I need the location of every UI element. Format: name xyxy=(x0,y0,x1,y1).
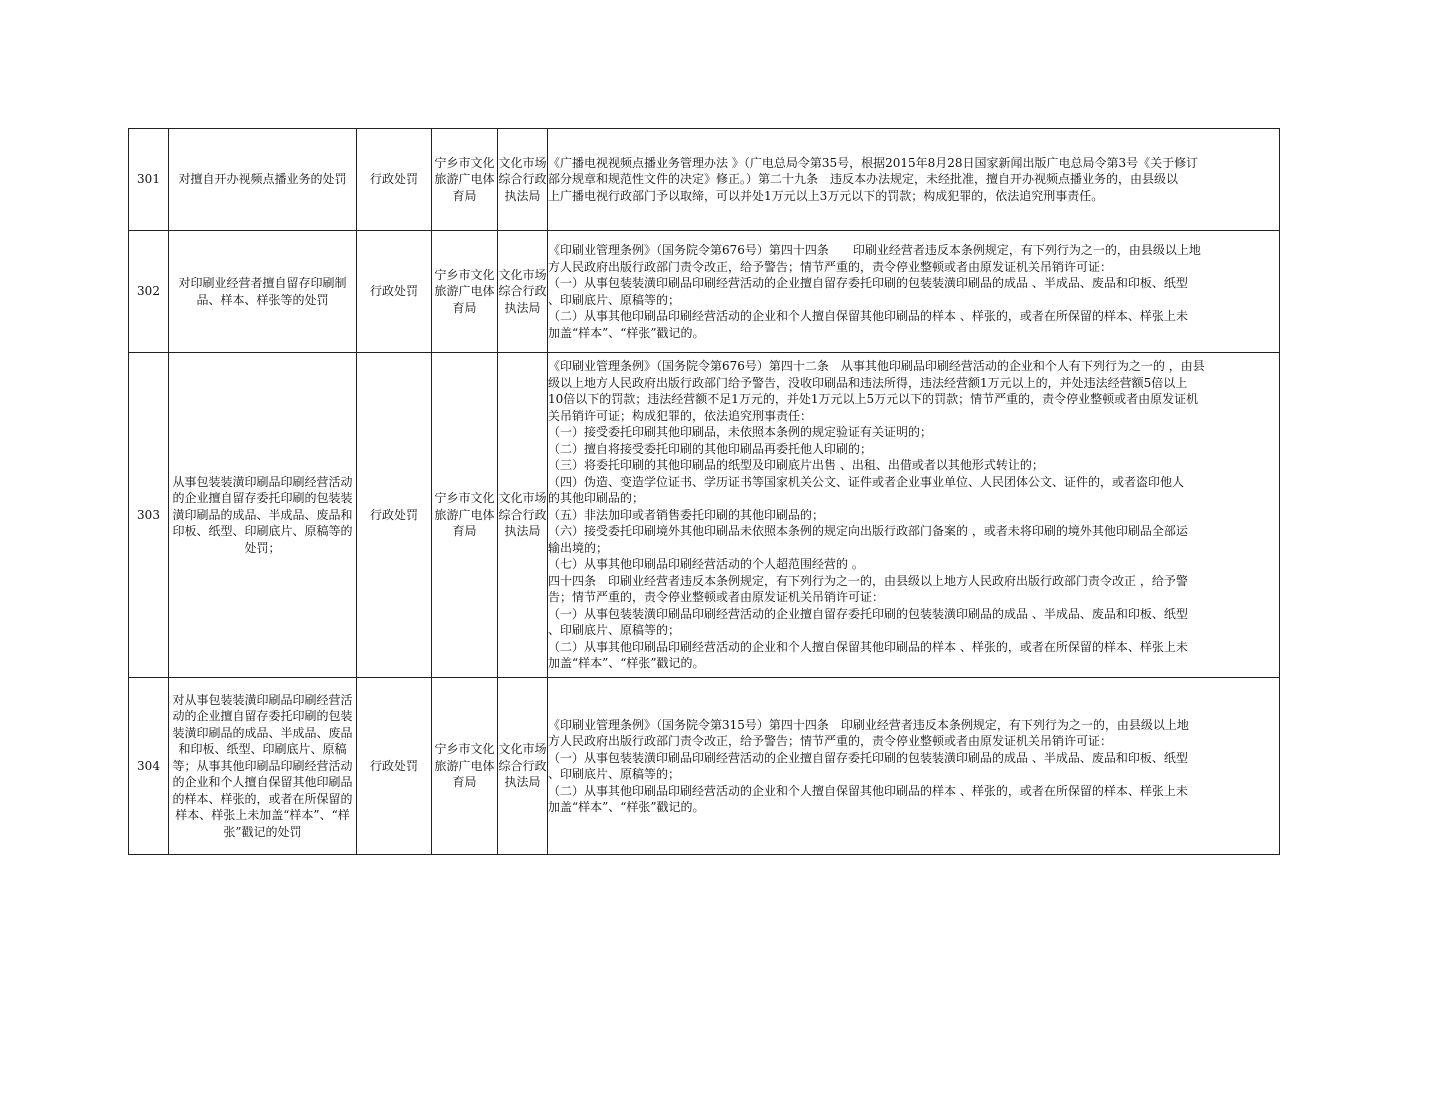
legal-basis-line: 、印刷底片、原稿等的； xyxy=(548,623,681,638)
legal-basis-line: （二）从事其他印刷品印刷经营活动的企业和个人擅自保留其他印刷品的样本 、样张的，或者在所保留的样本、样张上未 xyxy=(548,783,1188,798)
legal-basis-line: 10倍以下的罚款；违法经营额不足1万元的，并处1万元以上5万元以下的罚款；情节严重的，责令停业整顿或者由原发证机 xyxy=(548,392,1199,407)
legal-basis-line: 《广播电视视频点播业务管理办法 》（广电总局令第35号，根据2015年8月28日国家新闻出版广电总局令第3号《关于修订 xyxy=(548,155,1199,170)
power-type: 行政处罚 xyxy=(357,678,432,855)
legal-basis-line: （一）从事包装装潢印刷品印刷经营活动的企业擅自留存委托印刷的包装装潢印刷品的成品 、半成品、废品和印板、纸型 xyxy=(548,276,1188,290)
legal-basis-line: 关吊销许可证；构成犯罪的，依法追究刑事责任： xyxy=(548,408,813,423)
legal-basis-line: （六）接受委托印刷境外其他印刷品未依照本条例的规定向出版行政部门备案的 ，或者未将印刷的境外其他印刷品全部运 xyxy=(548,524,1188,539)
legal-basis-line: 、印刷底片、原稿等的； xyxy=(548,292,681,307)
responsible-department: 宁乡市文化旅游广电体育局 xyxy=(432,231,498,353)
table-row xyxy=(129,129,1280,231)
legal-basis-line: 四十四条 印刷业经营者违反本条例规定，有下列行为之一的，由县级以上地方人民政府出版行政部门责令改正 ，给予警 xyxy=(548,573,1188,588)
table-row xyxy=(129,353,1280,678)
legal-basis-line: 方人民政府出版行政部门责令改正，给予警告；情节严重的，责令停业整顿或者由原发证机关吊销许可证： xyxy=(548,259,1113,274)
legal-basis-line: 级以上地方人民政府出版行政部门给予警告，没收印刷品和违法所得，违法经营额1万元以上的，并处违法经营额5倍以上 xyxy=(548,375,1188,390)
executing-body: 文化市场综合行政执法局 xyxy=(498,231,548,353)
legal-basis xyxy=(548,353,1280,678)
row-number: 303 xyxy=(129,353,169,678)
legal-basis-line: 《印刷业管理条例》（国务院令第676号）第四十二条 从事其他印刷品印刷经营活动的企业和个人有下列行为之一的 ，由县 xyxy=(548,359,1205,374)
row-number: 302 xyxy=(129,231,169,353)
legal-basis-line: （二）从事其他印刷品印刷经营活动的企业和个人擅自保留其他印刷品的样本 、样张的，或者在所保留的样本、样张上未 xyxy=(548,309,1188,323)
legal-basis-line: （三）将委托印刷的其他印刷品的纸型及印刷底片出售 、出租、出借或者以其他形式转让的； xyxy=(548,458,1044,473)
responsible-department: 宁乡市文化旅游广电体育局 xyxy=(432,129,498,231)
legal-basis xyxy=(548,678,1280,855)
legal-basis xyxy=(548,231,1280,353)
legal-basis-line: 上广播电视行政部门予以取缔，可以并处1万元以上3万元以下的罚款；构成犯罪的，依法追究刑事责任。 xyxy=(548,188,1104,203)
executing-body: 文化市场综合行政执法局 xyxy=(498,353,548,678)
legal-basis-line: 的其他印刷品的； xyxy=(548,491,645,506)
legal-basis-line: （五）非法加印或者销售委托印刷的其他印刷品的； xyxy=(548,507,825,522)
power-type: 行政处罚 xyxy=(357,129,432,231)
legal-basis-line: 、印刷底片、原稿等的； xyxy=(548,767,681,781)
executing-body: 文化市场综合行政执法局 xyxy=(498,129,548,231)
item-name: 对印刷业经营者擅自留存印刷制品、样本、样张等的处罚 xyxy=(169,231,357,353)
item-name: 从事包装装潢印刷品印刷经营活动的企业擅自留存委托印刷的包装装潢印刷品的成品、半成品、废品和印板、纸型、印刷底片、原稿等的处罚； xyxy=(169,353,357,678)
legal-basis-line: 输出境的； xyxy=(548,540,609,555)
responsible-department: 宁乡市文化旅游广电体育局 xyxy=(432,353,498,678)
table-row xyxy=(129,231,1280,353)
legal-basis-line: 告；情节严重的，责令停业整顿或者由原发证机关吊销许可证： xyxy=(548,590,885,605)
legal-basis xyxy=(548,129,1280,231)
power-list-table xyxy=(128,128,1280,855)
legal-basis-line: （一）从事包装装潢印刷品印刷经营活动的企业擅自留存委托印刷的包装装潢印刷品的成品 、半成品、废品和印板、纸型 xyxy=(548,750,1188,765)
executing-body: 文化市场综合行政执法局 xyxy=(498,678,548,855)
legal-basis-line: 加盖“样本”、“样张”戳记的。 xyxy=(548,656,705,671)
row-number: 304 xyxy=(129,678,169,855)
table-row xyxy=(129,678,1280,855)
legal-basis-line: （二）擅自将接受委托印刷的其他印刷品再委托他人印刷的； xyxy=(548,441,873,456)
item-name: 对擅自开办视频点播业务的处罚 xyxy=(169,129,357,231)
legal-basis-line: （一）接受委托印刷其他印刷品，未依照本条例的规定验证有关证明的； xyxy=(548,425,933,440)
responsible-department: 宁乡市文化旅游广电体育局 xyxy=(432,678,498,855)
item-name: 对从事包装装潢印刷品印刷经营活动的企业擅自留存委托印刷的包装装潢印刷品的成品、半成品、废品和印板、纸型、印刷底片、原稿等；从事其他印刷品印刷经营活动的企业和个人擅自保留其他印刷品的样本、样张的，或者在所保留的样本、样张上未加盖“样本”、“样张”戳记的处罚 xyxy=(169,678,357,855)
power-type: 行政处罚 xyxy=(357,231,432,353)
legal-basis-line: 《印刷业管理条例》（国务院令第315号）第四十四条 印刷业经营者违反本条例规定，有下列行为之一的，由县级以上地 xyxy=(548,717,1189,732)
legal-basis-line: 加盖“样本”、“样张”戳记的。 xyxy=(548,325,705,340)
power-type: 行政处罚 xyxy=(357,353,432,678)
legal-basis-line: （一）从事包装装潢印刷品印刷经营活动的企业擅自留存委托印刷的包装装潢印刷品的成品 、半成品、废品和印板、纸型 xyxy=(548,606,1188,621)
legal-basis-line: （四）伪造、变造学位证书、学历证书等国家机关公文、证件或者企业事业单位、人民团体公文、证件的，或者盗印他人 xyxy=(548,474,1185,489)
legal-basis-line: 方人民政府出版行政部门责令改正，给予警告；情节严重的，责令停业整顿或者由原发证机关吊销许可证： xyxy=(548,734,1113,748)
legal-basis-line: 加盖“样本”、“样张”戳记的。 xyxy=(548,800,705,814)
legal-basis-line: （二）从事其他印刷品印刷经营活动的企业和个人擅自保留其他印刷品的样本 、样张的，或者在所保留的样本、样张上未 xyxy=(548,639,1188,654)
legal-basis-line: 部分规章和规范性文件的决定》修正。）第二十九条 违反本办法规定，未经批准，擅自开办视频点播业务的，由县级以 xyxy=(548,172,1179,187)
legal-basis-line: （七）从事其他印刷品印刷经营活动的个人超范围经营的 。 xyxy=(548,557,864,572)
legal-basis-line: 《印刷业管理条例》（国务院令第676号）第四十四条 印刷业经营者违反本条例规定，有下列行为之一的，由县级以上地 xyxy=(548,243,1201,257)
row-number: 301 xyxy=(129,129,169,231)
